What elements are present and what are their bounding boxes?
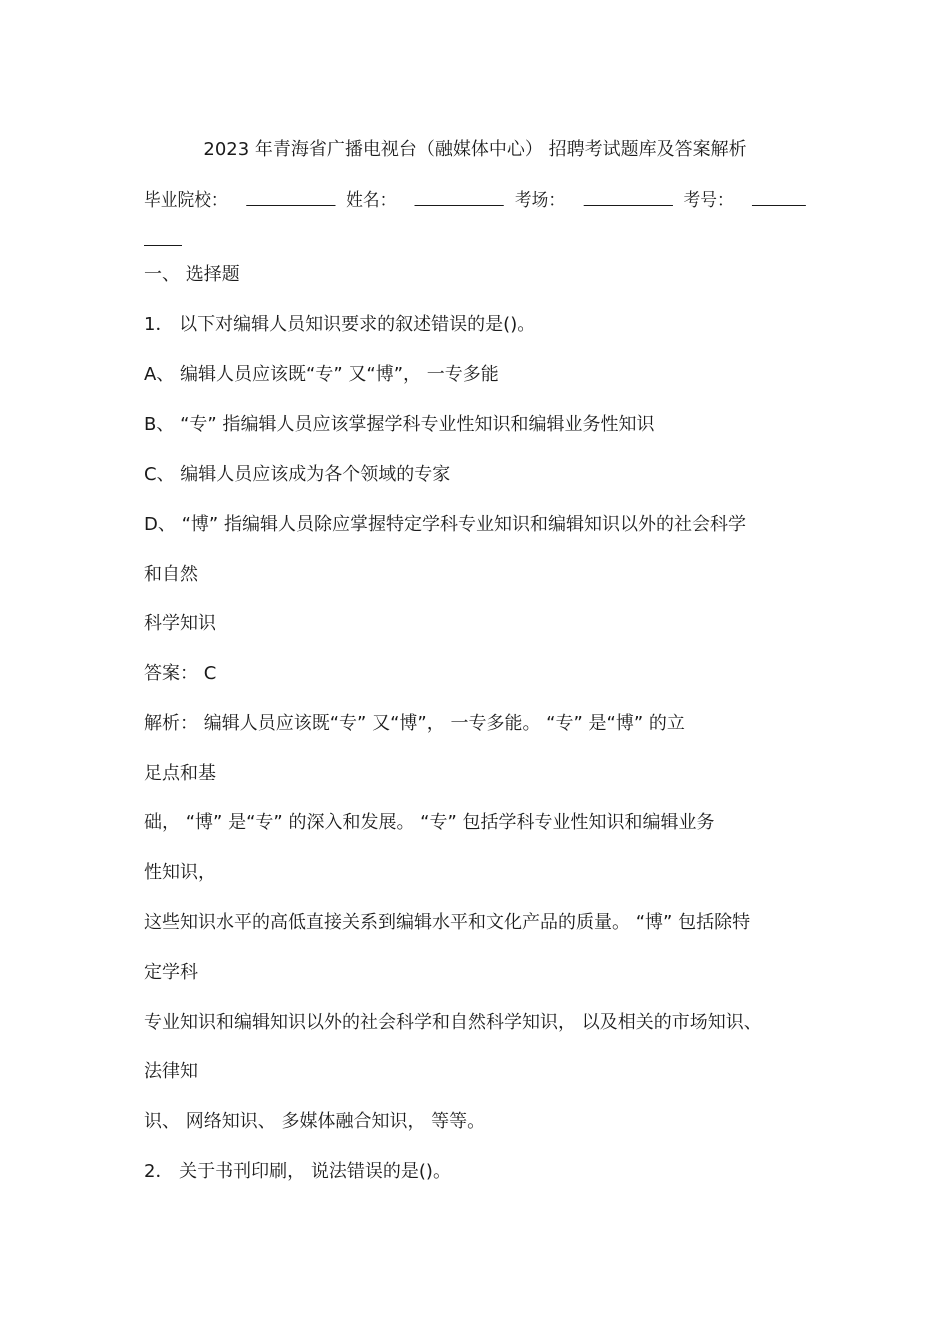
- header-fields-row: [144, 187, 806, 214]
- question-1-option-b: B、 “专” 指编辑人员应该掌握学科专业性知识和编辑业务性知识: [144, 414, 655, 435]
- exam-number-label: 考号：: [683, 190, 734, 211]
- question-1-analysis-line: 这些知识水平的高低直接关系到编辑水平和文化产品的质量。 “博” 包括除特: [144, 912, 751, 933]
- section-heading: 一、 选择题: [144, 264, 240, 285]
- question-1-analysis-line: 识、 网络知识、 多媒体融合知识， 等等。: [144, 1111, 486, 1132]
- school-label: 毕业院校：: [144, 190, 228, 211]
- exam-number-blank: [752, 187, 806, 206]
- question-1-option-a: A、 编辑人员应该既“专” 又“博”， 一专多能: [144, 364, 499, 385]
- school-blank: [246, 187, 335, 206]
- exam-room-label: 考场：: [514, 190, 566, 211]
- question-1-analysis-line: 性知识，: [144, 862, 216, 883]
- exam-number-blank-continued: [144, 227, 182, 254]
- question-1-option-c: C、 编辑人员应该成为各个领域的专家: [144, 464, 451, 485]
- document-title: 2023 年青海省广播电视台（融媒体中心） 招聘考试题库及答案解析: [203, 139, 747, 160]
- question-1-option-d-line1: D、 “博” 指编辑人员除应掌握特定学科专业知识和编辑知识以外的社会科学: [144, 514, 746, 535]
- question-1-analysis-line: 法律知: [144, 1061, 198, 1082]
- question-1-analysis-line: 定学科: [144, 962, 198, 983]
- question-1-analysis-line: 础， “博” 是“专” 的深入和发展。 “专” 包括学科专业性知识和编辑业务: [144, 812, 715, 833]
- exam-room-blank: [583, 187, 672, 206]
- question-1-answer: 答案： C: [144, 663, 217, 684]
- name-blank: [415, 187, 504, 206]
- name-label: 姓名：: [346, 190, 397, 211]
- question-1-option-d-line2: 和自然: [144, 564, 198, 585]
- question-2-stem: 2． 关于书刊印刷， 说法错误的是()。: [144, 1161, 451, 1182]
- question-1-analysis-line: 解析： 编辑人员应该既“专” 又“博”， 一专多能。 “专” 是“博” 的立: [144, 713, 685, 734]
- question-1-analysis-line: 足点和基: [144, 763, 216, 784]
- question-1-option-d-line3: 科学知识: [144, 613, 216, 634]
- question-1-analysis-line: 专业知识和编辑知识以外的社会科学和自然科学知识， 以及相关的市场知识、: [144, 1012, 762, 1033]
- question-1-stem: 1． 以下对编辑人员知识要求的叙述错误的是()。: [144, 314, 536, 335]
